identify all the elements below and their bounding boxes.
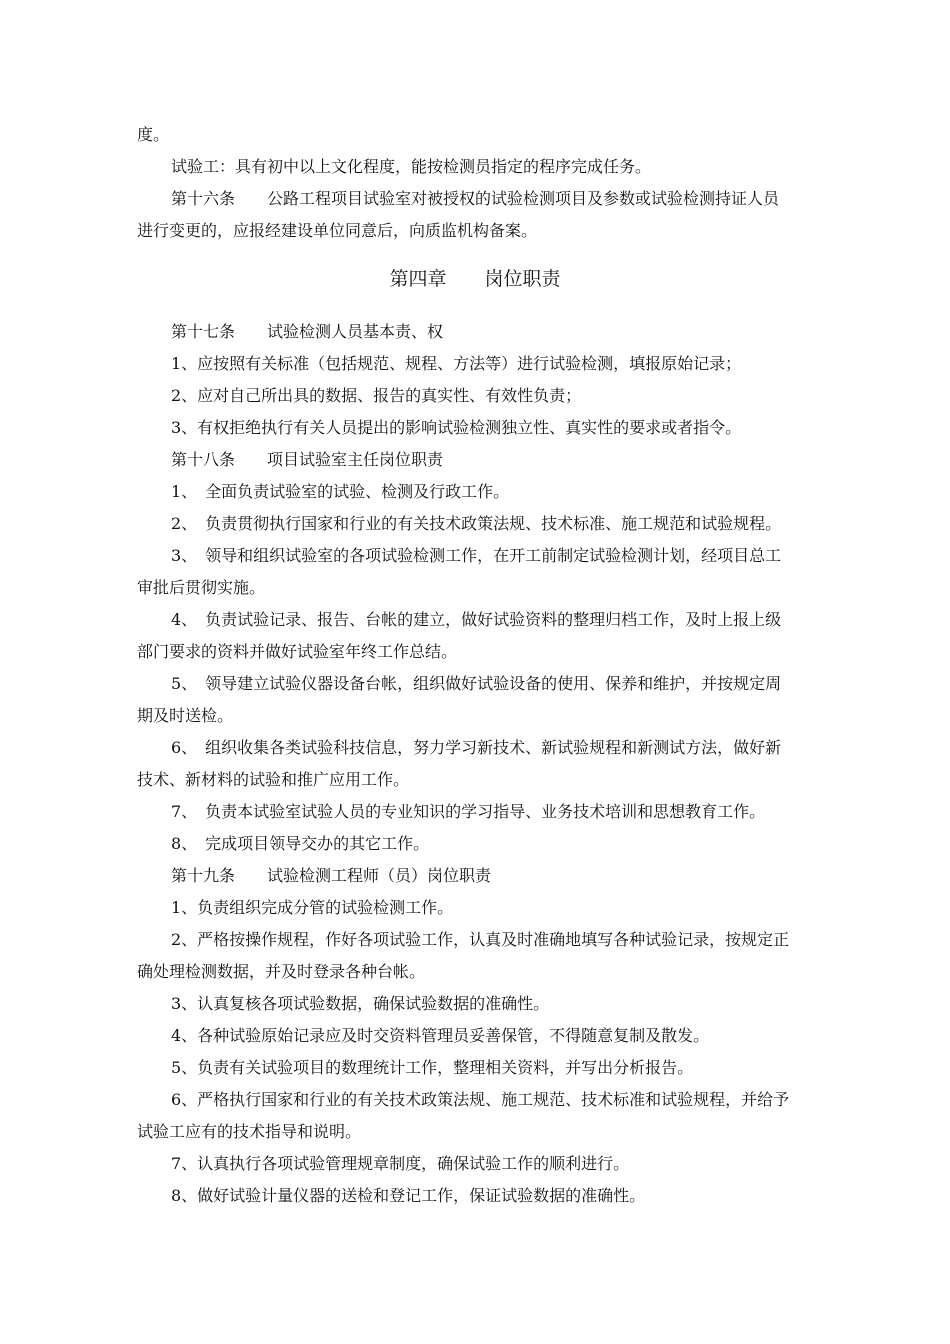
list-item: 8、 完成项目领导交办的其它工作。	[171, 834, 430, 853]
list-item: 5、负责有关试验项目的数理统计工作，整理相关资料，并写出分析报告。	[171, 1058, 694, 1077]
paragraph-line: 度。	[137, 125, 170, 144]
list-item: 7、 负责本试验室试验人员的专业知识的学习指导、业务技术培训和思想教育工作。	[171, 802, 766, 821]
article-heading: 第十九条 试验检测工程师（员）岗位职责	[171, 866, 492, 885]
paragraph-line: 试验工应有的技术指导和说明。	[137, 1122, 362, 1141]
list-item: 5、 领导建立试验仪器设备台帐，组织做好试验设备的使用、保养和维护，并按规定周	[171, 674, 782, 693]
paragraph-line: 进行变更的，应报经建设单位同意后，向质监机构备案。	[137, 221, 538, 240]
list-item: 1、 全面负责试验室的试验、检测及行政工作。	[171, 482, 510, 501]
article-heading: 第十八条 项目试验室主任岗位职责	[171, 450, 444, 469]
article-heading: 第十七条 试验检测人员基本责、权	[171, 322, 444, 341]
list-item: 1、负责组织完成分管的试验检测工作。	[171, 898, 454, 917]
list-item: 3、 领导和组织试验室的各项试验检测工作，在开工前制定试验检测计划，经项目总工	[171, 546, 782, 565]
paragraph-line: 期及时送检。	[137, 706, 234, 725]
paragraph-line: 确处理检测数据，并及时登录各种台帐。	[137, 962, 426, 981]
list-item: 4、各种试验原始记录应及时交资料管理员妥善保管，不得随意复制及散发。	[171, 1026, 710, 1045]
paragraph-line: 试验工：具有初中以上文化程度，能按检测员指定的程序完成任务。	[171, 157, 652, 176]
list-item: 7、认真执行各项试验管理规章制度，确保试验工作的顺利进行。	[171, 1154, 630, 1173]
list-item: 2、严格按操作规程，作好各项试验工作，认真及时准确地填写各种试验记录，按规定正	[171, 930, 790, 949]
list-item: 8、做好试验计量仪器的送检和登记工作，保证试验数据的准确性。	[171, 1186, 646, 1205]
list-item: 1、应按照有关标准（包括规范、规程、方法等）进行试验检测，填报原始记录；	[171, 354, 742, 373]
list-item: 2、 负责贯彻执行国家和行业的有关技术政策法规、技术标准、施工规范和试验规程。	[171, 514, 782, 533]
list-item: 6、 组织收集各类试验科技信息，努力学习新技术、新试验规程和新测试方法，做好新	[171, 738, 782, 757]
list-item: 4、 负责试验记录、报告、台帐的建立，做好试验资料的整理归档工作，及时上报上级	[171, 610, 782, 629]
list-item: 3、认真复核各项试验数据，确保试验数据的准确性。	[171, 994, 550, 1013]
list-item: 3、有权拒绝执行有关人员提出的影响试验检测独立性、真实性的要求或者指令。	[171, 418, 742, 437]
paragraph-line: 技术、新材料的试验和推广应用工作。	[137, 770, 410, 789]
chapter-title: 第四章 岗位职责	[389, 268, 561, 290]
paragraph-line: 部门要求的资料并做好试验室年终工作总结。	[137, 642, 458, 661]
list-item: 6、严格执行国家和行业的有关技术政策法规、施工规范、技术标准和试验规程，并给予	[171, 1090, 790, 1109]
paragraph-line: 审批后贯彻实施。	[137, 578, 266, 597]
list-item: 2、应对自己所出具的数据、报告的真实性、有效性负责；	[171, 386, 582, 405]
article-heading: 第十六条 公路工程项目试验室对被授权的试验检测项目及参数或试验检测持证人员	[171, 189, 780, 208]
